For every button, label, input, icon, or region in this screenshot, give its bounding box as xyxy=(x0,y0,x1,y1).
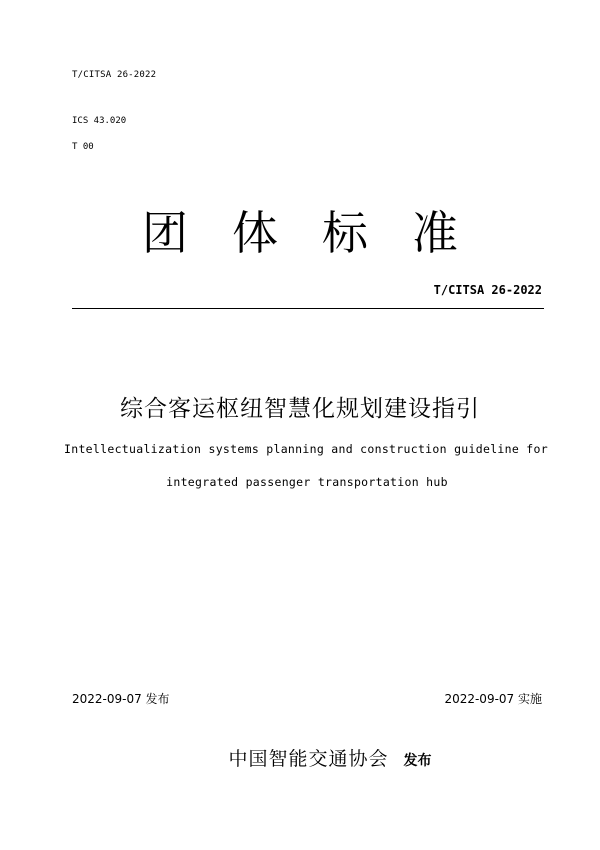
document-title-english-line2: integrated passenger transportation hub xyxy=(166,475,448,489)
implementation-date: 2022-09-07 实施 xyxy=(444,692,542,706)
document-title-english-line1: Intellectualization systems planning and construction guideline for xyxy=(64,442,548,456)
document-title-chinese: 综合客运枢纽智慧化规划建设指引 xyxy=(120,396,480,422)
standard-category-title: 团体标准 xyxy=(142,206,502,260)
standard-number: T/CITSA 26-2022 xyxy=(433,283,542,297)
issue-date: 2022-09-07 发布 xyxy=(72,692,170,706)
top-standard-code: T/CITSA 26-2022 xyxy=(72,70,157,80)
publish-label: 发布 xyxy=(403,753,432,769)
header-divider xyxy=(72,308,544,309)
publisher-name: 中国智能交通协会 xyxy=(228,748,389,770)
ics-code: ICS 43.020 xyxy=(72,116,127,126)
publisher-line xyxy=(0,744,600,771)
ccs-code: T 00 xyxy=(72,142,94,152)
